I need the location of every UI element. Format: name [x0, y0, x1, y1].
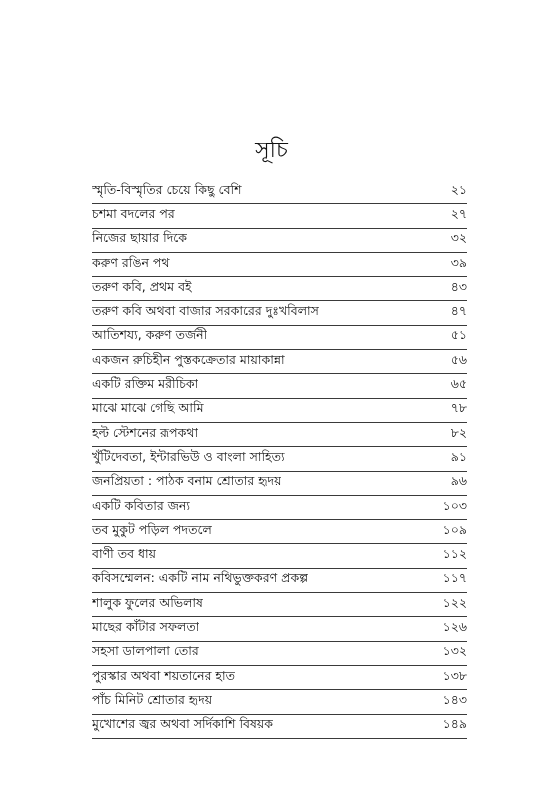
- toc-entry-title: করুণ রঙিন পথ: [92, 254, 170, 270]
- toc-entry: [92, 423, 467, 447]
- toc-entry-title: চশমা বদলের পর: [92, 205, 175, 221]
- toc-entry-page: ২১: [450, 181, 467, 197]
- toc-entry-title: তব মুকুট পড়িল পদতলে: [92, 521, 212, 537]
- toc-entry-page: ১৩৮: [442, 667, 467, 683]
- toc-entry-page: ২৭: [450, 205, 467, 221]
- toc-entry: [92, 544, 467, 568]
- toc-entry: [92, 301, 467, 325]
- toc-entry-page: ১১২: [442, 546, 467, 562]
- toc-entry-page: ৩৯: [450, 254, 467, 270]
- toc-entry-page: ৯১: [450, 448, 467, 464]
- toc-entry-title: কবিসম্মেলন: একটি নাম নথিভুক্তকরণ প্রকল্প: [92, 570, 309, 586]
- toc-entry-page: ১৪৩: [442, 691, 467, 707]
- toc-entry-page: ১০৯: [442, 521, 467, 537]
- toc-entry-title: মাছের কাঁটার সফলতা: [92, 618, 200, 634]
- toc-entry-page: ৬৫: [450, 376, 467, 392]
- toc-entry-page: ১০৩: [442, 497, 467, 513]
- toc-entry: [92, 277, 467, 301]
- toc-entry-title: মুখোশের জ্বর অথবা সর্দিকাশি বিষয়ক: [92, 716, 274, 732]
- toc-entry-page: ৭৮: [450, 400, 467, 416]
- toc-entry-page: ৪৩: [450, 278, 467, 294]
- toc-entry-title: পুরস্কার অথবা শয়তানের হাত: [92, 667, 235, 683]
- toc-entry-page: ৫১: [450, 327, 467, 343]
- toc-entry-page: ৯৬: [450, 473, 467, 489]
- toc-entry-page: ১১৭: [442, 570, 467, 586]
- toc-entry-title: পাঁচ মিনিট শ্রোতার হৃদয়: [92, 691, 213, 707]
- toc-entry: [92, 666, 467, 690]
- toc-entry-page: ১৩২: [442, 643, 467, 659]
- toc-entry: [92, 520, 467, 544]
- toc-entry-title: বাণী তব ধায়: [92, 546, 156, 562]
- toc-entry-title: একটি কবিতার জন্য: [92, 497, 191, 513]
- toc-entry: [92, 180, 467, 204]
- toc-entry-title: তরুণ কবি অথবা বাজার সরকারের দুঃখবিলাস: [92, 303, 319, 319]
- toc-entry-title: একটি রক্তিম মরীচিকা: [92, 376, 199, 392]
- toc-entry: [92, 617, 467, 641]
- toc-entry-title: স্মৃতি-বিস্মৃতির চেয়ে কিছু বেশি: [92, 181, 242, 197]
- toc-entry-title: নিজের ছায়ার দিকে: [92, 230, 188, 246]
- toc-entry-page: ১২৬: [442, 618, 467, 634]
- toc-entry-title: হল্ট স্টেশনের রূপকথা: [92, 424, 199, 440]
- toc-entry: [92, 447, 467, 471]
- toc-entry-title: সহসা ডালপালা তোর: [92, 643, 199, 659]
- toc-entry-title: আতিশয্য, করুণ তর্জনী: [92, 327, 208, 343]
- toc-entry: [92, 642, 467, 666]
- toc-entry-page: ৩২: [450, 230, 467, 246]
- toc-entry-title: একজন রুচিহীন পুস্তকক্রেতার মায়াকান্না: [92, 351, 285, 367]
- toc-entry: [92, 253, 467, 277]
- toc-entry: [92, 715, 467, 739]
- toc-entry-title: মাঝে মাঝে গেছি আমি: [92, 400, 204, 416]
- toc-entry: [92, 569, 467, 593]
- toc-entry: [92, 374, 467, 398]
- toc-entry-title: জনপ্রিয়তা : পাঠক বনাম শ্রোতার হৃদয়: [92, 473, 282, 489]
- toc-entry-page: ৮২: [450, 424, 467, 440]
- toc-entry: [92, 690, 467, 714]
- page-title: সূচি: [255, 138, 288, 163]
- toc-entry: [92, 399, 467, 423]
- toc-entry-title: তরুণ কবি, প্রথম বই: [92, 278, 192, 294]
- toc-entry: [92, 496, 467, 520]
- toc-entry-page: ১২২: [442, 594, 467, 610]
- toc-entry-page: ৫৬: [450, 351, 467, 367]
- toc-entry: [92, 472, 467, 496]
- toc-entry: [92, 350, 467, 374]
- toc-entry: [92, 229, 467, 253]
- toc-entry-title: খুঁটিদেবতা, ইন্টারভিউ ও বাংলা সাহিত্য: [92, 448, 285, 464]
- table-of-contents: [92, 180, 467, 739]
- toc-entry-title: শালুক ফুলের অভিলাষ: [92, 594, 203, 610]
- toc-entry-page: ১৪৯: [442, 716, 467, 732]
- toc-entry: [92, 204, 467, 228]
- toc-entry: [92, 326, 467, 350]
- toc-entry-page: ৪৭: [450, 303, 467, 319]
- toc-entry: [92, 593, 467, 617]
